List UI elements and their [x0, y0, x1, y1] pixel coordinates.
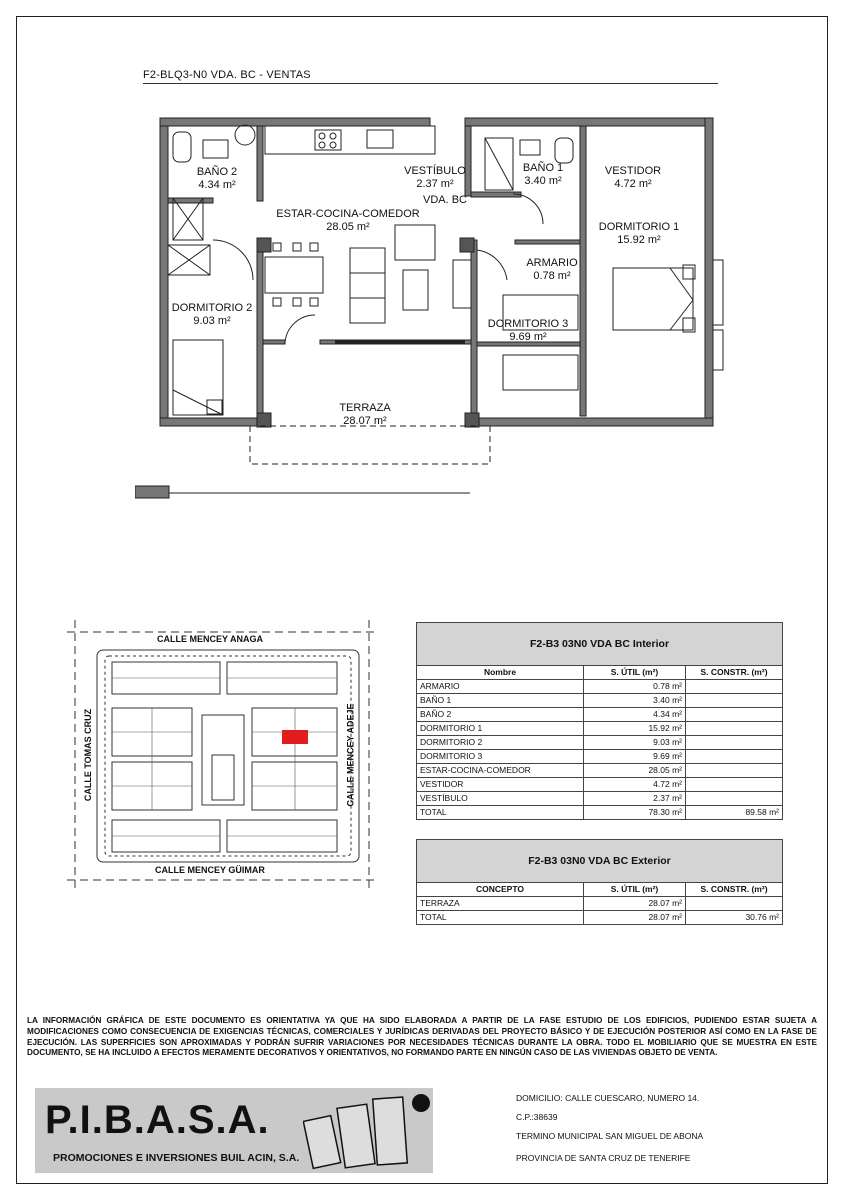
table-row [417, 736, 783, 750]
table-cell: 0.78 m² [584, 680, 686, 694]
company-logo [35, 1088, 433, 1173]
site-map-drawing [67, 620, 377, 890]
table-cell: 28.05 m² [584, 764, 686, 778]
table-cell [686, 736, 783, 750]
table-row [417, 680, 783, 694]
title-rule [143, 83, 718, 84]
room-dressing: VESTIDOR 4.72 m² [604, 165, 662, 190]
col-header: S. CONSTR. (m²) [686, 883, 783, 897]
street-south: CALLE MENCEY GÜIMAR [155, 865, 265, 875]
disclaimer-text: LA INFORMACIÓN GRÁFICA DE ESTE DOCUMENTO ES ORIENTATIVA YA QUE HA SIDO ELABORADA A PARTIR DE LA FASE ESTUDIO DE LOS EDIFICIOS, PUDIENDO ESTAR SUJETA A MODIFICACIONES COMO CONSECUENCIA DE EXIGENCIAS TÉCNICAS, COMERCIALES Y JURÍDICAS DERIVADAS DEL PROYECTO BÁSICO Y DE EJECUCIÓN POSTERIOR ASÍ COMO EN LA FASE DE EJECUCIÓN. LAS SUPERFICIES SON APROXIMADAS Y PODRÁN SUFRIR VARIACIONES POR NECESIDADES TÉCNICAS DURANTE LA OBRA. TODO EL MOBILIARIO QUE SE MUESTRA EN ESTE DOCUMENTO, SE HA INCLUIDO A EFECTOS MERAMENTE DECORATIVOS Y ORIENTATIVOS, NO FORMANDO PARTE EN NINGÚN CASO DE LAS VIVIENDAS OBJETO DE VENTA. [27, 1016, 817, 1058]
room-bedroom-1: DORMITORIO 1 15.92 m² [598, 221, 680, 246]
table-row [417, 750, 783, 764]
unit-highlight [282, 730, 308, 744]
table-cell [686, 750, 783, 764]
table-row [417, 764, 783, 778]
address-line-2: C.P.:38639 [516, 1112, 558, 1122]
table-cell: 9.69 m² [584, 750, 686, 764]
room-closet: ARMARIO 0.78 m² [526, 257, 578, 282]
table-row [417, 778, 783, 792]
interior-area-table [416, 622, 783, 820]
table-cell: ARMARIO [417, 680, 584, 694]
company-subtitle: PROMOCIONES E INVERSIONES BUIL ACIN, S.A. [53, 1152, 300, 1164]
address-line-1: DOMICILIO: CALLE CUESCARO, NUMERO 14. [516, 1093, 700, 1103]
table-row [417, 806, 783, 820]
floor-plan [135, 110, 725, 505]
table-cell: ESTAR-COCINA-COMEDOR [417, 764, 584, 778]
table-cell: 28.07 m² [584, 897, 686, 911]
table-cell: VESTIDOR [417, 778, 584, 792]
table-cell: 2.37 m² [584, 792, 686, 806]
table-cell: 28.07 m² [584, 911, 686, 925]
table-cell: VESTÍBULO [417, 792, 584, 806]
table-cell: 4.72 m² [584, 778, 686, 792]
table-cell: TOTAL [417, 806, 584, 820]
table-row [417, 722, 783, 736]
col-header: S. ÚTIL (m²) [584, 883, 686, 897]
exterior-area-table [416, 839, 783, 925]
table-cell: TERRAZA [417, 897, 584, 911]
table-cell: 30.76 m² [686, 911, 783, 925]
unit-label: VDA. BC [422, 194, 468, 206]
room-bedroom-3: DORMITORIO 3 9.69 m² [487, 318, 569, 343]
table-row [417, 708, 783, 722]
interior-table-title: F2-B3 03N0 VDA BC Interior [417, 623, 783, 666]
exterior-table-title: F2-B3 03N0 VDA BC Exterior [417, 840, 783, 883]
site-map [67, 620, 377, 890]
table-cell [686, 897, 783, 911]
table-cell: BAÑO 1 [417, 694, 584, 708]
room-bedroom-2: DORMITORIO 2 9.03 m² [171, 302, 253, 327]
table-row [417, 792, 783, 806]
table-cell: TOTAL [417, 911, 584, 925]
room-bath-2: BAÑO 2 4.34 m² [196, 166, 238, 191]
company-name: P.I.B.A.S.A. [45, 1098, 270, 1142]
street-north: CALLE MENCEY ANAGA [157, 634, 264, 644]
table-cell [686, 708, 783, 722]
room-bath-1: BAÑO 1 3.40 m² [522, 162, 564, 187]
table-cell [686, 764, 783, 778]
col-header: Nombre [417, 666, 584, 680]
table-cell [686, 694, 783, 708]
table-cell: BAÑO 2 [417, 708, 584, 722]
table-cell: DORMITORIO 2 [417, 736, 584, 750]
plan-title: F2-BLQ3-N0 VDA. BC - VENTAS [143, 69, 311, 81]
buildings-icon [303, 1088, 433, 1173]
table-cell: 89.58 m² [686, 806, 783, 820]
col-header: CONCEPTO [417, 883, 584, 897]
table-row [417, 911, 783, 925]
address-line-4: PROVINCIA DE SANTA CRUZ DE TENERIFE [516, 1153, 691, 1163]
table-cell [686, 778, 783, 792]
table-cell [686, 792, 783, 806]
table-cell [686, 722, 783, 736]
street-east: CALLE MENCEY ADEJE [345, 703, 356, 807]
table-cell: DORMITORIO 3 [417, 750, 584, 764]
room-living-kitchen: ESTAR-COCINA-COMEDOR 28.05 m² [276, 208, 420, 233]
table-cell: 78.30 m² [584, 806, 686, 820]
table-cell: 3.40 m² [584, 694, 686, 708]
table-cell [686, 680, 783, 694]
col-header: S. ÚTIL (m²) [584, 666, 686, 680]
table-row [417, 897, 783, 911]
room-terrace: TERRAZA 28.07 m² [339, 402, 391, 427]
table-cell: DORMITORIO 1 [417, 722, 584, 736]
table-cell: 4.34 m² [584, 708, 686, 722]
table-cell: 9.03 m² [584, 736, 686, 750]
street-west: CALLE TOMAS CRUZ [83, 708, 94, 802]
table-cell: 15.92 m² [584, 722, 686, 736]
table-row [417, 694, 783, 708]
room-vestibule: VESTÍBULO 2.37 m² [404, 165, 466, 190]
address-line-3: TERMINO MUNICIPAL SAN MIGUEL DE ABONA [516, 1131, 704, 1141]
col-header: S. CONSTR. (m²) [686, 666, 783, 680]
